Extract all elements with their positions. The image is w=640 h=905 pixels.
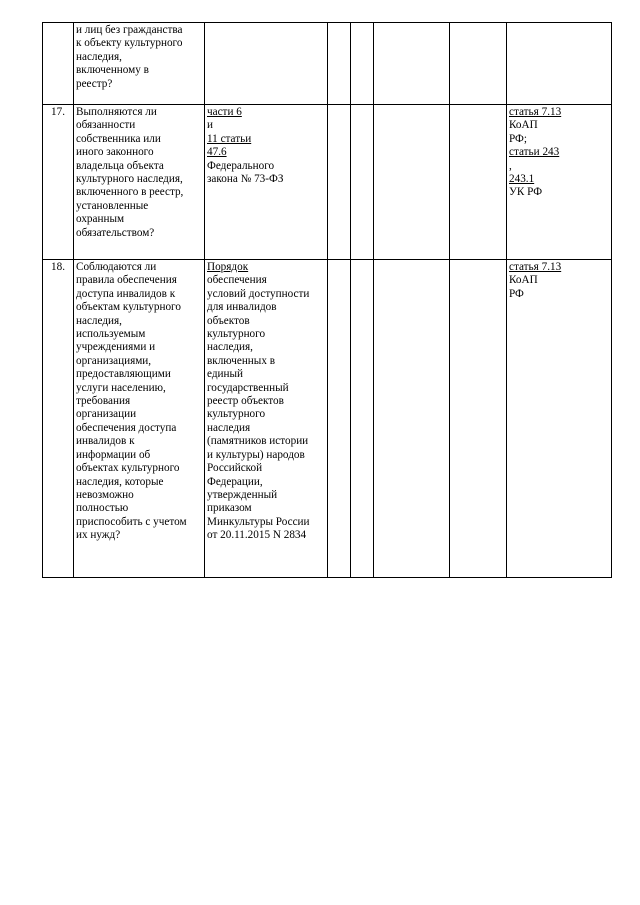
- row-number: [43, 23, 74, 105]
- text-line: объектам культурного: [76, 301, 181, 314]
- text-line: культурного наследия,: [76, 173, 183, 186]
- text-line: [207, 106, 325, 146]
- table-row: [43, 105, 612, 260]
- row-number: 18.: [43, 260, 74, 578]
- question-cell: [74, 260, 205, 578]
- text-line: [207, 382, 325, 395]
- text-run: от 20.11.2015 N 2834: [207, 529, 307, 542]
- text-line: требования: [76, 395, 131, 408]
- text-run: наследия: [207, 421, 251, 434]
- text-line: их нужд?: [76, 529, 121, 542]
- text-run: Федерального: [207, 159, 275, 172]
- cell-text: [207, 261, 325, 543]
- text-run: КоАП: [509, 119, 538, 132]
- text-run: и культуры) народов: [207, 448, 305, 461]
- text-line: [509, 106, 609, 133]
- text-run: КоАП: [509, 274, 538, 287]
- text-line: обеспечения доступа: [76, 421, 177, 434]
- text-line: [207, 315, 325, 328]
- text-run: закона № 73-ФЗ: [207, 173, 284, 186]
- text-line: [207, 328, 325, 341]
- text-line: владельца объекта: [76, 159, 164, 172]
- table-row: [43, 23, 612, 105]
- text-line: [207, 516, 325, 529]
- answer-no-cell: [351, 105, 374, 260]
- text-line: [207, 476, 325, 489]
- text-run: приказом: [207, 502, 252, 515]
- legal-reference-link[interactable]: статья 7.13: [509, 261, 562, 273]
- text-line: [509, 146, 609, 186]
- text-line: [207, 435, 325, 448]
- text-line: к объекту культурного: [76, 37, 183, 50]
- text-line: наследия, которые: [76, 475, 164, 488]
- text-line: предоставляющими: [76, 368, 171, 381]
- text-run: реестр объектов: [207, 395, 284, 408]
- text-line: услуги населению,: [76, 381, 166, 394]
- text-line: включенного в реестр,: [76, 186, 184, 199]
- legal-reference-link[interactable]: статьи 243: [509, 146, 560, 159]
- answer-no-cell: [351, 23, 374, 105]
- text-line: [207, 529, 325, 542]
- text-line: обязательством?: [76, 226, 155, 239]
- text-line: используемым: [76, 328, 146, 341]
- not-applicable-cell: [374, 260, 450, 578]
- text-line: и лиц без гражданства: [76, 24, 183, 36]
- text-line: наследия,: [76, 50, 122, 63]
- text-line: [509, 186, 609, 199]
- text-line: иного законного: [76, 146, 154, 159]
- cell-text: [76, 24, 202, 91]
- text-run: для инвалидов: [207, 301, 277, 314]
- legal-reference-link[interactable]: части 6: [207, 106, 242, 118]
- legal-reference-link[interactable]: 243.1: [509, 173, 535, 186]
- text-line: [207, 368, 325, 381]
- requirements-cell: [205, 23, 328, 105]
- not-applicable-cell: [374, 105, 450, 260]
- text-run: культурного: [207, 328, 266, 341]
- text-line: [207, 355, 325, 368]
- text-line: [207, 489, 325, 502]
- question-cell: [74, 105, 205, 260]
- text-run: Федерации,: [207, 475, 263, 488]
- text-run: Минкультуры России: [207, 515, 310, 528]
- text-line: невозможно: [76, 488, 134, 501]
- text-run: государственный: [207, 381, 289, 394]
- text-run: РФ: [509, 287, 524, 300]
- requirements-cell: [205, 260, 328, 578]
- text-run: обеспечения: [207, 274, 267, 287]
- text-line: [207, 395, 325, 408]
- text-run: ,: [509, 159, 512, 172]
- row-number: 17.: [43, 105, 74, 260]
- text-line: инвалидов к: [76, 435, 135, 448]
- text-line: [207, 408, 325, 421]
- text-line: наследия,: [76, 314, 122, 327]
- text-line: установленные: [76, 199, 149, 212]
- text-run: условий доступности: [207, 287, 310, 300]
- text-line: [509, 261, 609, 288]
- text-line: информации об: [76, 448, 151, 461]
- text-line: правила обеспечения: [76, 274, 177, 287]
- text-line: [509, 133, 609, 146]
- cell-text: [76, 261, 202, 543]
- answer-yes-cell: [328, 105, 351, 260]
- answer-yes-cell: [328, 23, 351, 105]
- text-line: собственника или: [76, 132, 161, 145]
- text-run: УК РФ: [509, 186, 543, 199]
- notes-cell: [450, 105, 507, 260]
- text-line: полностью: [76, 502, 129, 515]
- text-line: [207, 462, 325, 475]
- text-run: наследия,: [207, 341, 253, 354]
- text-line: организации: [76, 408, 137, 421]
- cell-text: [509, 106, 609, 200]
- text-line: Соблюдаются ли: [76, 261, 157, 273]
- text-line: приспособить с учетом: [76, 515, 187, 528]
- penalties-cell: [507, 105, 612, 260]
- text-line: [207, 422, 325, 435]
- checklist-body: [43, 23, 612, 578]
- text-line: обязанности: [76, 119, 136, 132]
- legal-reference-link[interactable]: 11 статьи: [207, 132, 252, 145]
- text-line: доступа инвалидов к: [76, 287, 176, 300]
- text-line: [207, 449, 325, 462]
- text-run: (памятников истории: [207, 435, 309, 448]
- text-run: объектов: [207, 314, 250, 327]
- text-line: организациями,: [76, 354, 152, 367]
- text-line: [207, 288, 325, 301]
- cell-text: [509, 261, 609, 301]
- text-line: реестр?: [76, 77, 113, 90]
- legal-reference-link[interactable]: Порядок: [207, 261, 249, 273]
- text-line: включенному в: [76, 64, 149, 77]
- cell-text: [207, 106, 325, 186]
- text-line: Выполняются ли: [76, 106, 157, 118]
- text-line: [207, 146, 325, 173]
- text-run: культурного: [207, 408, 266, 421]
- text-line: [509, 288, 609, 301]
- question-cell: [74, 23, 205, 105]
- notes-cell: [450, 260, 507, 578]
- cell-text: [76, 106, 202, 240]
- text-run: утвержденный: [207, 488, 278, 501]
- penalties-cell: [507, 23, 612, 105]
- text-line: [207, 173, 325, 186]
- text-line: [207, 341, 325, 354]
- text-line: [207, 261, 325, 288]
- table-row: [43, 260, 612, 578]
- legal-reference-link[interactable]: статья 7.13: [509, 106, 562, 118]
- text-line: [207, 502, 325, 515]
- notes-cell: [450, 23, 507, 105]
- text-line: объектах культурного: [76, 462, 180, 475]
- text-line: охранным: [76, 213, 125, 226]
- text-run: единый: [207, 368, 243, 381]
- text-run: Российской: [207, 462, 263, 475]
- answer-yes-cell: [328, 260, 351, 578]
- text-line: учреждениями и: [76, 341, 156, 354]
- answer-no-cell: [351, 260, 374, 578]
- checklist-table: [42, 22, 612, 578]
- legal-reference-link[interactable]: 47.6: [207, 146, 227, 159]
- requirements-cell: [205, 105, 328, 260]
- text-run: РФ;: [509, 132, 527, 145]
- text-line: [207, 301, 325, 314]
- text-run: включенных в: [207, 354, 275, 367]
- text-run: и: [207, 119, 213, 132]
- penalties-cell: [507, 260, 612, 578]
- not-applicable-cell: [374, 23, 450, 105]
